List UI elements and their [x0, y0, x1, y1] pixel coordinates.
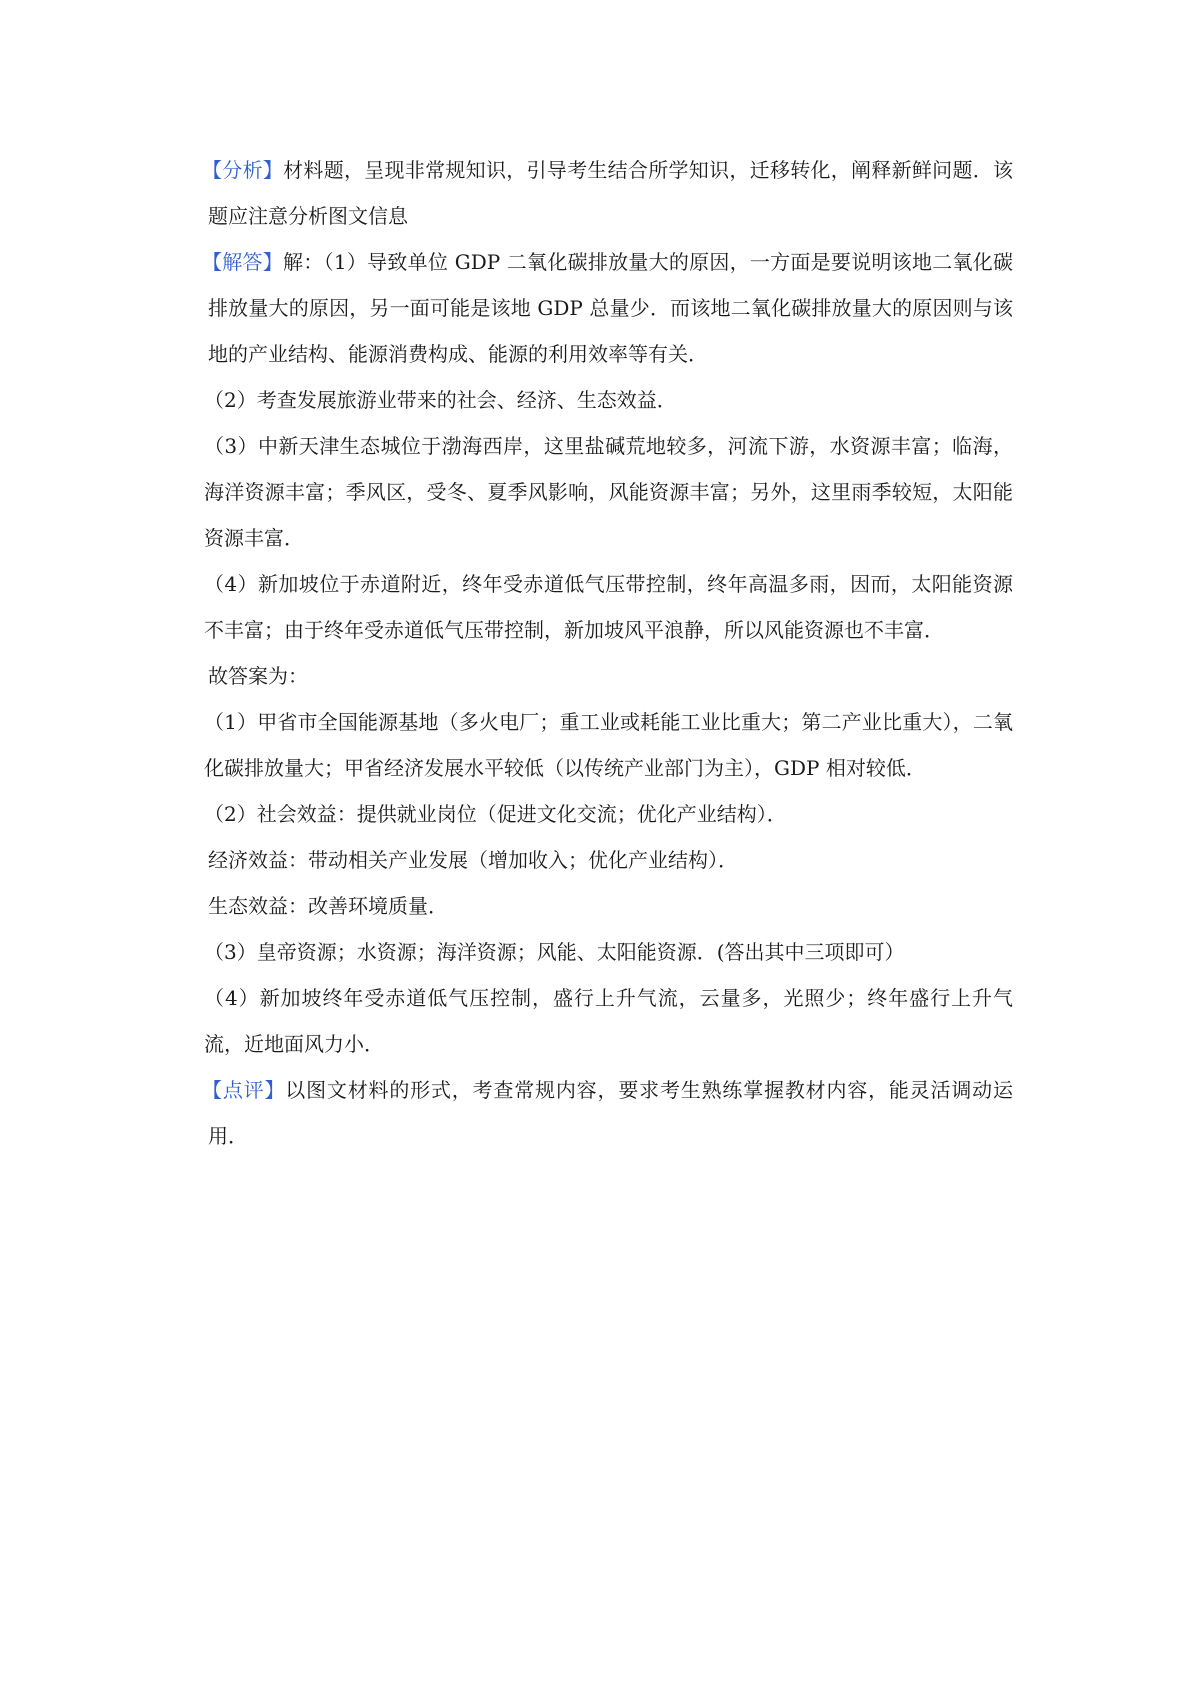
- analysis-text: 材料题，呈现非常规知识，引导考生结合所学知识，迁移转化，阐释新鲜问题．该题应注意分析图文信息: [208, 158, 1014, 228]
- solution-point-3: （3）中新天津生态城位于渤海西岸，这里盐碱荒地较多，河流下游，水资源丰富；临海，海洋资源丰富；季风区，受冬、夏季风影响，风能资源丰富；另外，这里雨季较短，太阳能资源丰富．: [204, 434, 1013, 550]
- solution-paragraph: [202, 239, 1013, 377]
- document-page: [202, 147, 1014, 1159]
- answer-point-1: （1）甲省市全国能源基地（多火电厂；重工业或耗能工业比重大；第二产业比重大），二氧化碳排放量大；甲省经济发展水平较低（以传统产业部门为主），GDP 相对较低．: [204, 710, 1013, 780]
- solution-intro: 解：（1）导致单位 GDP 二氧化碳排放量大的原因，一方面是要说明该地二氧化碳排放量大的原因，另一面可能是该地 GDP 总量少．而该地二氧化碳排放量大的原因则与该地的产业结构、能源消费构成、能源的利用效率等有关．: [208, 250, 1013, 366]
- answer-point-2: （2）社会效益：提供就业岗位（促进文化交流；优化产业结构）．: [204, 802, 787, 826]
- comment-paragraph: [202, 1067, 1014, 1159]
- answer-point-3: （3）皇帝资源；水资源；海洋资源；风能、太阳能资源．(答出其中三项即可）: [204, 940, 905, 964]
- answer-point-4: （4）新加坡终年受赤道低气压控制，盛行上升气流，云量多，光照少；终年盛行上升气流，近地面风力小．: [204, 986, 1013, 1056]
- answer-lead: 故答案为：: [208, 664, 308, 688]
- solution-point-4: （4）新加坡位于赤道附近，终年受赤道低气压带控制，终年高温多雨，因而，太阳能资源不丰富；由于终年受赤道低气压带控制，新加坡风平浪静，所以风能资源也不丰富．: [204, 572, 1013, 642]
- answer-ecological-benefit: 生态效益：改善环境质量．: [208, 894, 448, 918]
- analysis-tag: 【分析】: [202, 158, 284, 182]
- analysis-paragraph: [202, 147, 1014, 239]
- comment-tag: 【点评】: [202, 1078, 286, 1102]
- answer-economic-benefit: 经济效益：带动相关产业发展（增加收入；优化产业结构）．: [208, 848, 738, 872]
- solution-tag: 【解答】: [202, 250, 284, 274]
- comment-text: 以图文材料的形式，考查常规内容，要求考生熟练掌握教材内容，能灵活调动运用．: [208, 1078, 1014, 1148]
- solution-point-2: （2）考查发展旅游业带来的社会、经济、生态效益．: [204, 388, 677, 412]
